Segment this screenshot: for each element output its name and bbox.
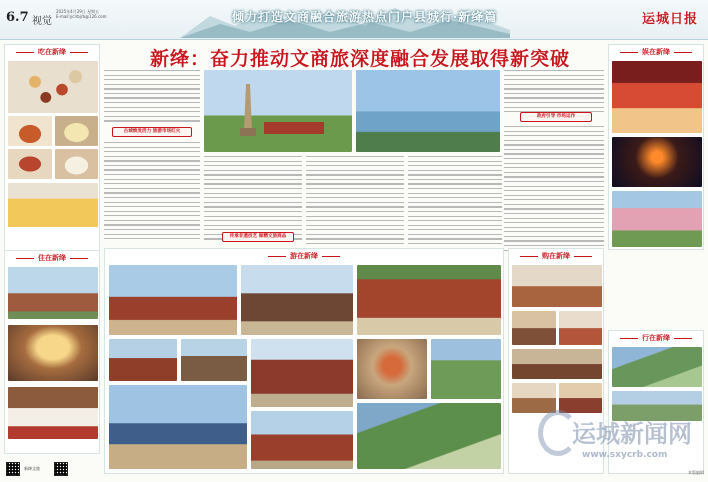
eat-column-heading: 吃在新绛	[5, 45, 99, 59]
leisure-column	[608, 44, 704, 250]
aerial-park-photo	[357, 403, 501, 469]
hotel-lobby-photo	[8, 325, 98, 381]
hall-photo	[251, 339, 353, 407]
dish-photo-4	[55, 149, 98, 179]
article-col5-text	[504, 70, 604, 116]
courtyard-photo	[357, 265, 501, 335]
footer-right: 本版编辑	[688, 470, 704, 475]
article-col2-text	[204, 156, 302, 243]
product-photo-2	[559, 383, 602, 413]
fireworks-photo	[612, 137, 702, 187]
hotel-exterior-photo	[8, 267, 98, 319]
travel-column-heading: 行在新绛	[609, 331, 703, 345]
article-col6-text	[504, 126, 604, 254]
hotel-room-photo	[8, 387, 98, 439]
footer-left	[4, 456, 104, 480]
memorial-archway-photo	[109, 385, 247, 469]
article-col3-text	[306, 156, 404, 252]
edition-email: E-mail:yclrbjrb@126.com	[56, 14, 107, 19]
pagoda-photo	[204, 70, 352, 152]
dish-photo-1	[8, 116, 52, 146]
page-title: 倾力打造文商融合旅游热点门户县城行·新绛篇	[232, 10, 498, 24]
drum-tower-photo	[181, 339, 247, 381]
mural-photo	[357, 339, 427, 399]
handicraft-photo-1	[512, 311, 556, 345]
section-tag: 视觉	[32, 16, 52, 27]
eat-column	[4, 44, 100, 258]
watermark-url: www.sxycrb.com	[582, 450, 668, 460]
watermark-text: 运城新闻网	[572, 420, 692, 448]
pavilion-photo	[241, 265, 353, 335]
road-aerial-photo	[612, 347, 702, 387]
main-headline: 新绛：奋力推动文商旅深度融合发展取得新突破	[149, 48, 570, 70]
banquet-photo	[8, 61, 98, 113]
artisan-photo	[512, 349, 602, 379]
live-column-heading: 住在新绛	[5, 251, 99, 265]
article-col4-text	[408, 156, 502, 252]
lake-birds-photo	[356, 70, 500, 152]
handicraft-photo-2	[559, 311, 602, 345]
article-intro-text	[104, 70, 200, 125]
dish-photo-2	[55, 116, 98, 146]
page-number: 6.7	[6, 10, 29, 25]
footer-label: 新绛文旅	[24, 466, 40, 471]
live-column	[4, 250, 100, 454]
subhead-callout-3: 政府引导 市场运作	[520, 112, 592, 122]
tour-section	[104, 248, 504, 474]
temple-hall-photo	[251, 411, 353, 469]
temple-gate-photo	[109, 265, 237, 335]
edition-meta	[56, 9, 107, 19]
site-watermark	[530, 410, 708, 482]
tower-photo	[109, 339, 177, 381]
market-photo	[512, 265, 602, 307]
dish-photo-3	[8, 149, 52, 179]
edition-date: 2025年4月29日 星期五	[56, 9, 100, 14]
article-col1-text	[104, 142, 200, 243]
leisure-column-heading: 娱在新绛	[609, 45, 703, 59]
newspaper-brand: 运城日报	[641, 12, 698, 27]
pagoda-icon	[204, 70, 352, 152]
subhead-callout-1: 古城焕发活力 旅游市场红火	[112, 127, 192, 137]
garden-photo	[431, 339, 501, 399]
qr-code-1[interactable]	[6, 462, 20, 476]
qr-code-2[interactable]	[54, 462, 68, 476]
product-photo-1	[512, 383, 556, 413]
subhead-callout-2: 传承非遗技艺 做精文旅商品	[222, 232, 294, 242]
flower-field-photo	[612, 191, 702, 247]
page-header	[0, 0, 708, 40]
performance-hall-photo	[612, 61, 702, 133]
tour-section-heading: 游在新绛	[105, 249, 503, 263]
shop-column-heading: 购在新绛	[509, 249, 603, 263]
pastry-workshop-photo	[8, 183, 98, 227]
